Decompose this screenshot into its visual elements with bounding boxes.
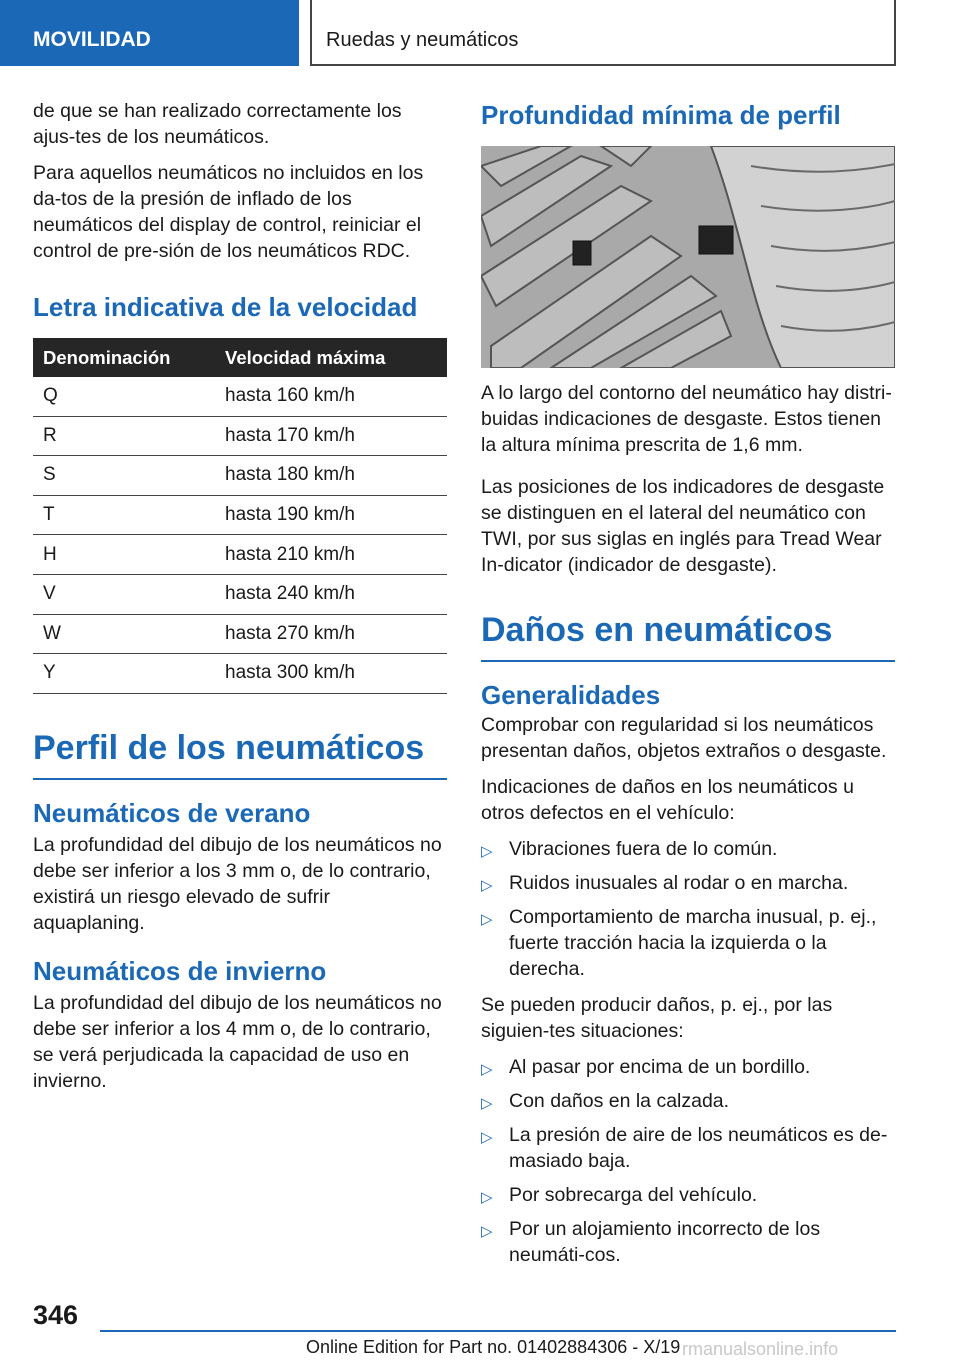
summer-tires-text: La profundidad del dibujo de los neumáticos no debe ser inferior a los 3 mm o, de lo contrario, existirá un riesgo elevado de sufrir aquaplaning. [33, 833, 442, 934]
triangle-right-icon: ▷ [481, 1189, 493, 1206]
table-row [33, 416, 447, 456]
chapter-title: Ruedas y neumáticos [326, 29, 519, 51]
speed-index-table [33, 338, 447, 694]
table-cell: hasta 300 km/h [215, 654, 447, 694]
damage-signs-list [481, 836, 895, 982]
section-title: MOVILIDAD [33, 28, 151, 51]
chapter-tab [310, 0, 896, 66]
table-row [33, 614, 447, 654]
section-tab [0, 0, 299, 66]
right-column [481, 98, 895, 1278]
list-item [481, 1122, 895, 1174]
table-cell: Q [33, 377, 215, 416]
general-paragraph-2: Indicaciones de daños en los neumáticos u otros defectos en el vehículo: [481, 776, 854, 824]
triangle-right-icon: ▷ [481, 877, 493, 894]
triangle-right-icon: ▷ [481, 1061, 493, 1078]
table-row [33, 574, 447, 614]
list-item [481, 870, 895, 896]
list-item [481, 1054, 895, 1080]
profile-heading: Perfil de los neumáticos [33, 726, 447, 780]
min-depth-paragraph-1: A lo largo del contorno del neumático hay distri-buidas indicaciones de desgaste. Estos tienen la altura mínima prescrita de 1,6 mm. [481, 382, 892, 456]
winter-tires-text: La profundidad del dibujo de los neumáticos no debe ser inferior a los 4 mm o, de lo contrario, se verá perjudicada la capacidad de uso en invierno. [33, 991, 442, 1092]
table-cell: hasta 240 km/h [215, 574, 447, 614]
table-cell: R [33, 416, 215, 456]
min-depth-heading: Profundidad mínima de perfil [481, 100, 841, 130]
winter-tires-heading: Neumáticos de invierno [33, 955, 327, 986]
list-item-text: La presión de aire de los neumáticos es de-masiado baja. [509, 1124, 888, 1172]
footer-divider [100, 1330, 896, 1332]
list-item-text: Comportamiento de marcha inusual, p. ej., fuerte tracción hacia la izquierda o la derecha. [509, 906, 877, 980]
general-paragraph-1: Comprobar con regularidad si los neumáticos presentan daños, objetos extraños o desgaste. [481, 714, 887, 762]
table-cell: hasta 210 km/h [215, 535, 447, 575]
table-cell: Y [33, 654, 215, 694]
table-cell: T [33, 495, 215, 535]
intro-paragraph-2: Para aquellos neumáticos no incluidos en los da-tos de la presión de inflado de los neumáticos del display de control, reiniciar el control de pre-sión de los neumáticos RDC. [33, 162, 424, 262]
table-row [33, 495, 447, 535]
list-item-text: Al pasar por encima de un bordillo. [509, 1056, 811, 1078]
table-cell: hasta 190 km/h [215, 495, 447, 535]
table-cell: V [33, 574, 215, 614]
list-item-text: Con daños en la calzada. [509, 1090, 730, 1112]
triangle-right-icon: ▷ [481, 1223, 493, 1240]
table-row [33, 654, 447, 694]
list-item-text: Por sobrecarga del vehículo. [509, 1184, 758, 1206]
table-header-cell: Denominación [33, 338, 215, 377]
list-item-text: Por un alojamiento incorrecto de los neumáti-cos. [509, 1218, 821, 1266]
general-paragraph-3: Se pueden producir daños, p. ej., por las siguien-tes situaciones: [481, 994, 833, 1042]
table-header-row [33, 338, 447, 377]
table-cell: W [33, 614, 215, 654]
table-cell: S [33, 456, 215, 496]
summer-tires-heading: Neumáticos de verano [33, 797, 311, 828]
damage-causes-list [481, 1054, 895, 1268]
table-cell: hasta 160 km/h [215, 377, 447, 416]
page-number: 346 [33, 1300, 79, 1330]
table-cell: hasta 180 km/h [215, 456, 447, 496]
min-depth-paragraph-2: Las posiciones de los indicadores de desgaste se distinguen en el lateral del neumático con TWI, por sus siglas en inglés para Tread Wear In-dicator (indicador de desgaste). [481, 476, 885, 576]
list-item [481, 1182, 895, 1208]
table-row [33, 456, 447, 496]
triangle-right-icon: ▷ [481, 843, 493, 860]
speed-index-heading: Letra indicativa de la velocidad [33, 292, 418, 322]
table-cell: hasta 170 km/h [215, 416, 447, 456]
damage-heading: Daños en neumáticos [481, 608, 895, 662]
table-header-cell: Velocidad máxima [215, 338, 447, 377]
edition-note: Online Edition for Part no. 01402884306 - X/19 [306, 1337, 681, 1357]
intro-paragraph-1: de que se han realizado correctamente los ajus-tes de los neumáticos. [33, 100, 402, 148]
table-cell: hasta 270 km/h [215, 614, 447, 654]
list-item [481, 836, 895, 862]
triangle-right-icon: ▷ [481, 1095, 493, 1112]
left-column [33, 98, 447, 1104]
list-item [481, 1088, 895, 1114]
list-item-text: Vibraciones fuera de lo común. [509, 838, 778, 860]
tread-wear-indicator-image [481, 146, 895, 368]
list-item [481, 904, 895, 982]
triangle-right-icon: ▷ [481, 1129, 493, 1146]
general-heading: Generalidades [481, 680, 661, 710]
table-row [33, 535, 447, 575]
triangle-right-icon: ▷ [481, 911, 493, 928]
list-item-text: Ruidos inusuales al rodar o en marcha. [509, 872, 849, 894]
table-row [33, 377, 447, 416]
list-item [481, 1216, 895, 1268]
watermark: rmanualsonline.info [682, 1339, 839, 1359]
table-cell: H [33, 535, 215, 575]
